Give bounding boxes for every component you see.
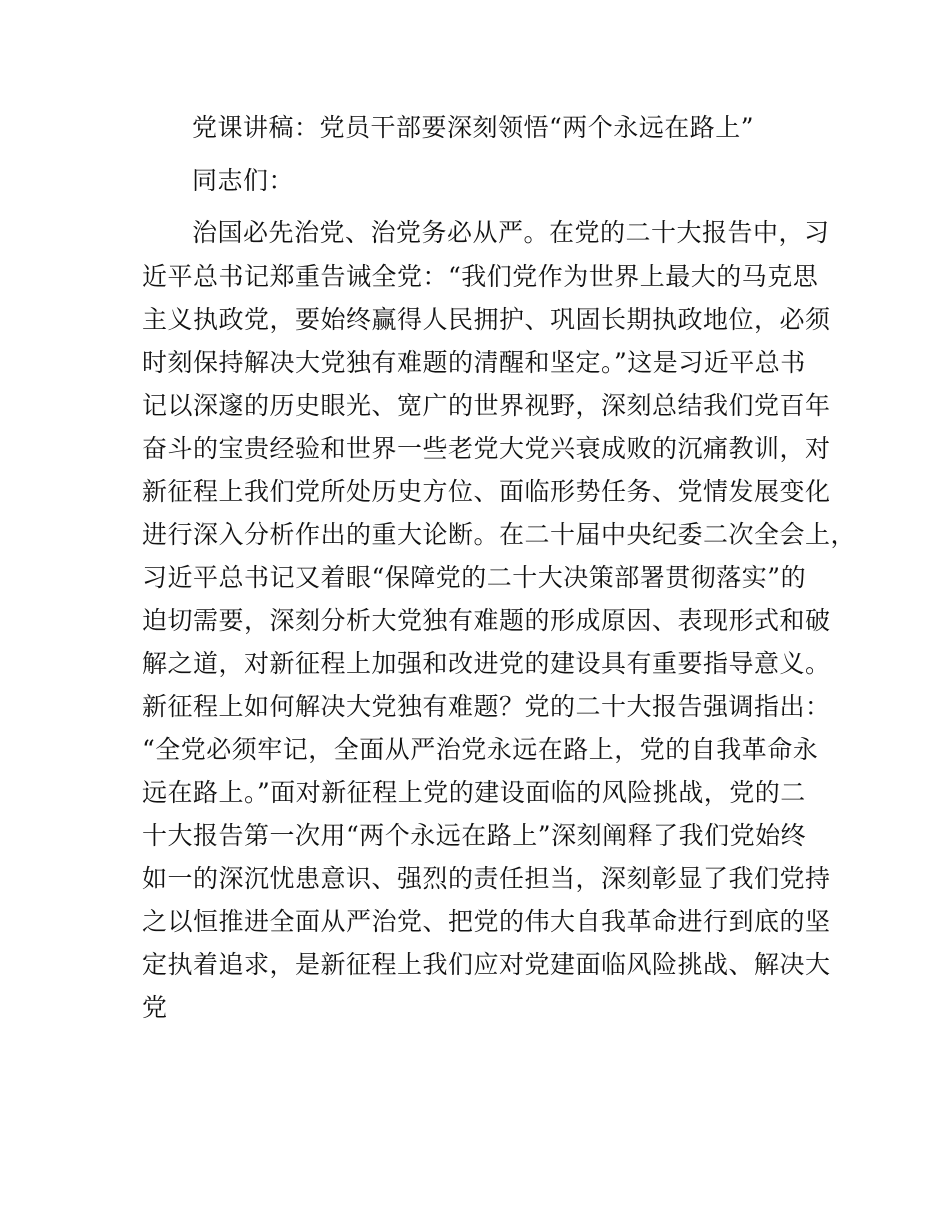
document-title: 党课讲稿：党员干部要深刻领悟“两个永远在路上” bbox=[192, 113, 755, 142]
paragraph-line: 治国必先治党、治党务必从严。在党的二十大报告中，习 bbox=[192, 218, 830, 247]
paragraph-line: 习近平总书记又着眼“保障党的二十大决策部署贯彻落实”的 bbox=[142, 563, 807, 592]
paragraph-line: 时刻保持解决大党独有难题的清醒和坚定。”这是习近平总书 bbox=[142, 348, 806, 377]
paragraph-line: 远在路上。”面对新征程上党的建设面临的风险挑战，党的二 bbox=[142, 778, 806, 807]
paragraph-line: 奋斗的宝贵经验和世界一些老党大党兴衰成败的沉痛教训，对 bbox=[142, 434, 831, 463]
salutation: 同志们： bbox=[192, 166, 295, 195]
paragraph-line: 十大报告第一次用“两个永远在路上”深刻阐释了我们党始终 bbox=[142, 821, 807, 850]
paragraph-line: 新征程上如何解决大党独有难题？党的二十大报告强调指出： bbox=[142, 692, 831, 721]
paragraph-line: 如一的深沉忧患意识、强烈的责任担当，深刻彰显了我们党持 bbox=[142, 864, 831, 893]
paragraph-line: 解之道，对新征程上加强和改进党的建设具有重要指导意义。 bbox=[142, 649, 831, 678]
paragraph-line: 定执着追求，是新征程上我们应对党建面临风险挑战、解决大 bbox=[142, 950, 831, 979]
paragraph-line: 之以恒推进全面从严治党、把党的伟大自我革命进行到底的坚 bbox=[142, 907, 831, 936]
paragraph-line: 主义执政党，要始终赢得人民拥护、巩固长期执政地位，必须 bbox=[142, 305, 831, 334]
paragraph-line: 迫切需要，深刻分析大党独有难题的形成原因、表现形式和破 bbox=[142, 606, 831, 635]
paragraph-line: 党 bbox=[142, 993, 168, 1022]
paragraph-line: “全党必须牢记，全面从严治党永远在路上，党的自我革命永 bbox=[142, 735, 819, 764]
paragraph-line: 近平总书记郑重告诫全党：“我们党作为世界上最大的马克思 bbox=[142, 262, 819, 291]
paragraph-line: 进行深入分析作出的重大论断。在二十届中央纪委二次全会上， bbox=[142, 520, 857, 549]
paragraph-line: 记以深邃的历史眼光、宽广的世界视野，深刻总结我们党百年 bbox=[142, 391, 831, 420]
paragraph-line: 新征程上我们党所处历史方位、面临形势任务、党情发展变化 bbox=[142, 477, 831, 506]
